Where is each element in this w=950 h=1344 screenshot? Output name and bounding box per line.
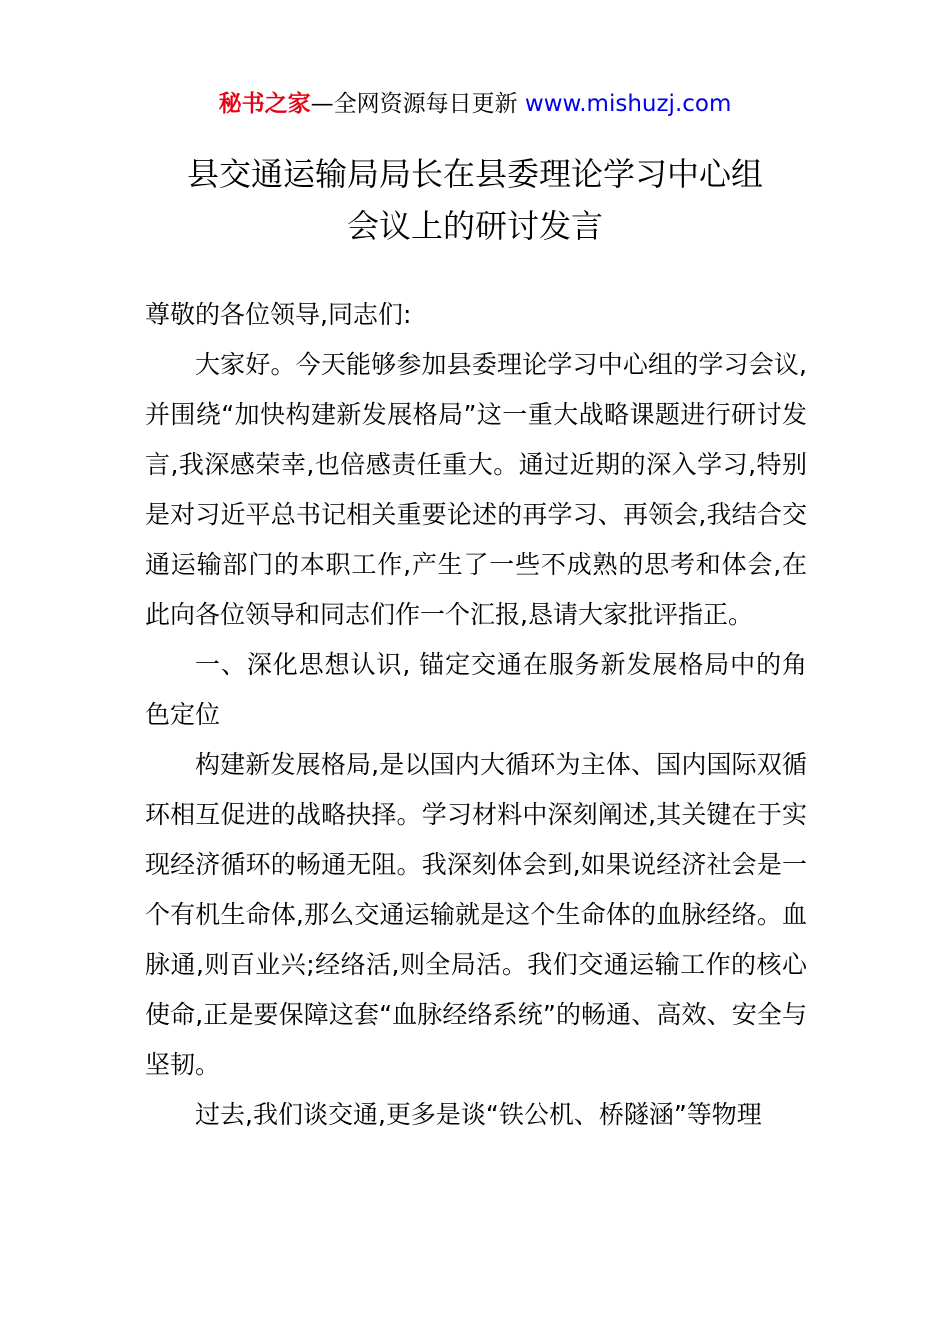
section-heading-1: 一、深化思想认识, 锚定交通在服务新发展格局中的角色定位 xyxy=(145,650,807,729)
document-title xyxy=(0,148,950,252)
site-url-link[interactable]: www.mishuzj.com xyxy=(524,91,732,117)
site-brand: 秘书之家 xyxy=(218,91,311,117)
document-body xyxy=(145,290,807,1140)
paragraph-continued: 过去,我们谈交通,更多是谈“铁公机、桥隧涵”等物理 xyxy=(195,1100,762,1129)
salutation: 尊敬的各位领导,同志们: xyxy=(145,300,412,329)
site-header xyxy=(0,88,950,120)
paragraph-section-1: 构建新发展格局,是以国内大循环为主体、国内国际双循环相互促进的战略抉择。学习材料中深刻阐述,其关键在于实现经济循环的畅通无阻。我深刻体会到,如果说经济社会是一个有机生命体,那么交通运输就是这个生命体的血脉经络。血脉通,则百业兴;经络活,则全局活。我们交通运输工作的核心使命,正是要保障这套“血脉经络系统”的畅通、高效、安全与坚韧。 xyxy=(145,750,807,1079)
paragraph-opening: 大家好。今天能够参加县委理论学习中心组的学习会议,并围绕“加快构建新发展格局”这一重大战略课题进行研讨发言,我深感荣幸,也倍感责任重大。通过近期的深入学习,特别是对习近平总书记相关重要论述的再学习、再领会,我结合交通运输部门的本职工作,产生了一些不成熟的思考和体会,在此向各位领导和同志们作一个汇报,恳请大家批评指正。 xyxy=(145,350,807,629)
document-title-line-2: 会议上的研讨发言 xyxy=(346,207,603,245)
site-tagline: —全网资源每日更新 xyxy=(310,91,525,117)
document-title-line-1: 县交通运输局局长在县委理论学习中心组 xyxy=(186,155,763,193)
